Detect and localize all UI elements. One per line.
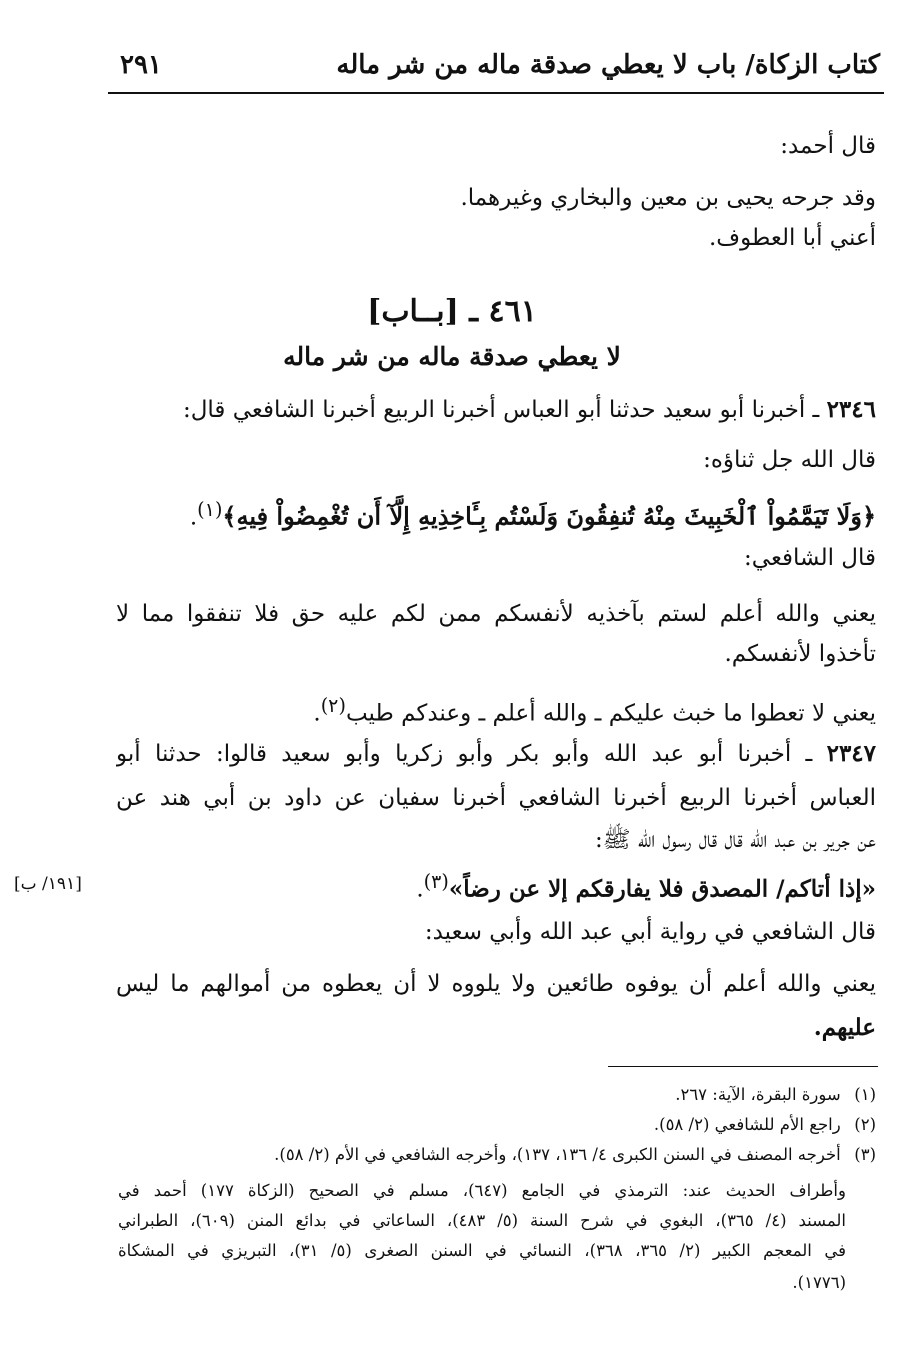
footnote-number: (٣) (854, 1145, 876, 1164)
footnote-text: أخرجه المصنف في السنن الكبرى ٤/ ١٣٦، ١٣٧)، وأخرجه الشافعي في الأم (٢/ ٥٨). (274, 1145, 841, 1164)
hadith-2346-line-6: تأخذوا لأنفسكم. (724, 641, 876, 667)
hadith-isnad: ـ أخبرنا أبو عبد الله وأبو بكر وأبو زكريا وأبو سعيد قالوا: حدثنا أبو (116, 741, 813, 767)
hadith-2346-line-1 (116, 394, 876, 426)
hadith-2346-line-7: يعني لا تعطوا ما خبث عليكم ـ والله أعلم ـ وعندكم طيب$^{(٢)}$. (313, 694, 876, 727)
running-title: كتاب الزكاة/ باب لا يعطي صدقة ماله من شر ماله (336, 50, 880, 80)
intro-line-2: وقد جرحه يحيى بن معين والبخاري وغيرهما. (460, 185, 876, 211)
hadith-2347-line-1 (116, 738, 876, 772)
page-header (120, 48, 880, 88)
hadith-2346-line-4: قال الشافعي: (744, 545, 876, 571)
footnote-3-cont-4: (١٧٧٦). (792, 1273, 846, 1292)
footnote-rule (608, 1066, 878, 1067)
footnote-2 (118, 1112, 876, 1137)
footnote-ref-2: (٢) (320, 694, 346, 717)
page-number: ٢٩١ (120, 50, 162, 80)
hadith-2346-line-7-text: يعني لا تعطوا ما خبث عليكم ـ والله أعلم ـ وعندكم طيب (345, 700, 876, 727)
hadith-2347-line-3: عن جرير بن عبد الله قال قال رسول الله ﷺ: (595, 827, 876, 853)
hadith-2347-line-7: عليهم. (813, 1014, 876, 1041)
footnote-number: (٢) (854, 1115, 876, 1134)
manuscript-folio-note: [١٩١/ ب] (14, 874, 82, 894)
quran-verse-line: ﴿وَلَا تَيَمَّمُواْ ٱلْخَبِيثَ مِنْهُ تُنفِقُونَ وَلَسْتُم بِـَٔاخِذِيهِ إِلَّآ أَن تُغْمِضُواْ فِيهِ﴾$^{(١)}$. (189, 498, 876, 531)
footnote-3-cont-3: في المعجم الكبير (٢/ ٣٦٥، ٣٦٨)، النسائي في السنن الصغرى (٥/ ٣١)، التبريزي في المشكاة (118, 1241, 846, 1260)
intro-line-1: قال أحمد: (780, 133, 876, 159)
intro-line-3: أعني أبا العطوف. (708, 225, 876, 251)
hadith-number: ٢٣٤٧ (826, 740, 876, 767)
hadith-2346-line-5: يعني والله أعلم لستم بآخذيه لأنفسكم ممن لكم عليه حق فلا تنفقوا مما لا (116, 601, 876, 627)
hadith-isnad: ـ أخبرنا أبو سعيد حدثنا أبو العباس أخبرنا الربيع أخبرنا الشافعي قال: (182, 397, 820, 423)
footnote-ref-3: (٣) (423, 870, 449, 893)
hadith-matn: «إذا أتاكم/ المصدق فلا يفارقكم إلا عن رضاً» (448, 875, 876, 903)
footnote-1 (118, 1082, 876, 1107)
quran-verse: ﴿وَلَا تَيَمَّمُواْ ٱلْخَبِيثَ مِنْهُ تُنفِقُونَ وَلَسْتُم بِـَٔاخِذِيهِ إِلَّآ أَن تُغْمِضُواْ فِيهِ﴾ (222, 501, 876, 531)
hadith-2347-line-2: العباس أخبرنا الربيع أخبرنا الشافعي أخبرنا سفيان عن داود بن أبي هند عن (116, 785, 876, 811)
footnote-3 (118, 1142, 876, 1167)
footnote-text: سورة البقرة، الآية: ٢٦٧. (675, 1085, 841, 1104)
footnote-text: راجع الأم للشافعي (٢/ ٥٨). (653, 1115, 841, 1134)
hadith-number: ٢٣٤٦ (826, 396, 876, 423)
chapter-subtitle: لا يعطي صدقة ماله من شر ماله (283, 342, 621, 371)
header-rule (108, 92, 884, 94)
chapter-heading: ٤٦١ ـ [بــاب] (367, 294, 537, 329)
hadith-2347-line-5: قال الشافعي في رواية أبي عبد الله وأبي سعيد: (424, 919, 876, 945)
hadith-2347-line-4: «إذا أتاكم/ المصدق فلا يفارقكم إلا عن رضاً»$^{(٣)}$. (416, 870, 876, 903)
footnote-3-cont-1: وأطراف الحديث عند: الترمذي في الجامع (٦٤٧)، مسلم في الصحيح (الزكاة ١٧٧) أحمد في (118, 1181, 846, 1200)
hadith-2346-line-2: قال الله جل ثناؤه: (703, 447, 876, 473)
footnote-ref-1: (١) (197, 498, 223, 521)
footnote-number: (١) (854, 1085, 876, 1104)
hadith-2347-line-6: يعني والله أعلم أن يوفوه طائعين ولا يلووه لا أن يعطوه من أموالهم ما ليس (116, 971, 876, 997)
footnote-3-cont-2: المسند (٤/ ٣٦٥)، البغوي في شرح السنة (٥/ ٤٨٣)، الساعاتي في بدائع المنن (٦٠٩)، الطبراني (118, 1211, 846, 1230)
